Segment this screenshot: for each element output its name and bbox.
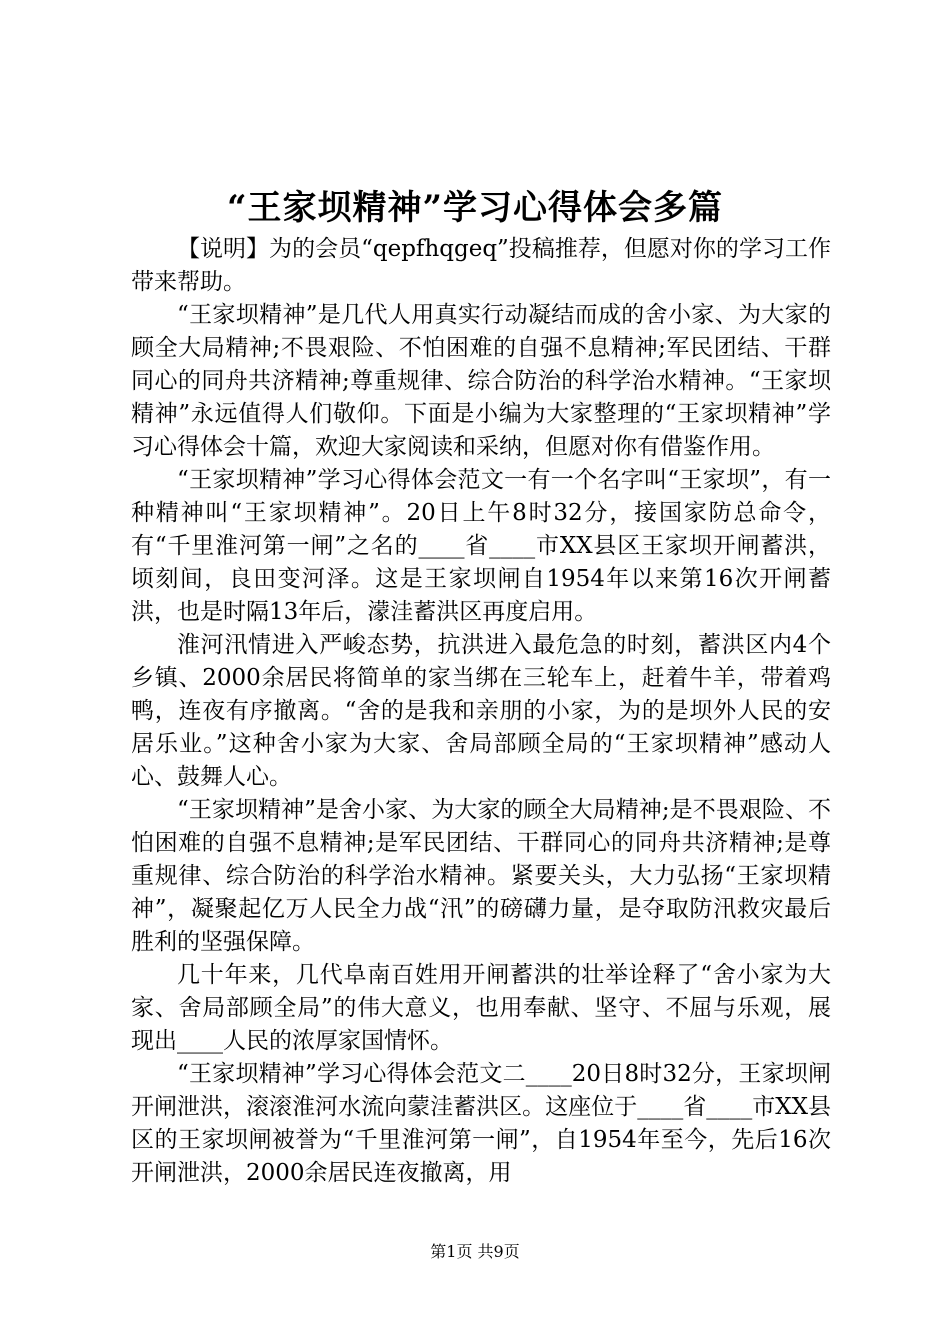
- paragraph-note: 【说明】为的会员“qepfhqgeq”投稿推荐，但愿对你的学习工作带来帮助。: [131, 236, 831, 295]
- paragraph-spirit: “王家坝精神”是舍小家、为大家的顾全大局精神;是不畏艰险、不怕困难的自强不息精神;是军民团结、干群同心的同舟共济精神;是尊重规律、综合防治的科学治水精神。紧要关头，大力弘扬“王家坝精神”，凝聚起亿万人民全力战“汛”的磅礴力量，是夺取防汛救灾最后胜利的坚强保障。: [131, 797, 831, 955]
- paragraph-intro: “王家坝精神”是几代人用真实行动凝结而成的舍小家、为大家的顾全大局精神;不畏艰险、不怕困难的自强不息精神;军民团结、干群同心的同舟共济精神;尊重规律、综合防治的科学治水精神。“王家坝精神”永远值得人们敬仰。下面是小编为大家整理的“王家坝精神”学习心得体会十篇，欢迎大家阅读和采纳，但愿对你有借鉴作用。: [131, 302, 831, 460]
- paragraph-essay-two: “王家坝精神”学习心得体会范文二____20日8时32分，王家坝闸开闸泄洪，滚滚淮河水流向蒙洼蓄洪区。这座位于____省____市XX县区的王家坝闸被誉为“千里淮河第一闸”，自1954年至今，先后16次开闸泄洪，2000余居民连夜撤离，用: [131, 1061, 831, 1186]
- paragraph-evacuation: 淮河汛情进入严峻态势，抗洪进入最危急的时刻，蓄洪区内4个乡镇、2000余居民将简单的家当绑在三轮车上，赶着牛羊，带着鸡鸭，连夜有序撤离。“舍的是我和亲朋的小家，为的是坝外人民的安居乐业。”这种舍小家为大家、舍局部顾全局的“王家坝精神”感动人心、鼓舞人心。: [131, 632, 831, 790]
- page-footer: 第1页 共9页: [430, 1242, 520, 1261]
- page-title: “王家坝精神”学习心得体会多篇: [226, 188, 724, 228]
- document-body: [131, 233, 831, 1190]
- paragraph-decades: 几十年来，几代阜南百姓用开闸蓄洪的壮举诠释了“舍小家为大家、舍局部顾全局”的伟大意义，也用奉献、坚守、不屈与乐观，展现出____人民的浓厚家国情怀。: [131, 962, 831, 1054]
- paragraph-essay-one: “王家坝精神”学习心得体会范文一有一个名字叫“王家坝”，有一种精神叫“王家坝精神”。20日上午8时32分，接国家防总命令，有“千里淮河第一闸”之名的____省____市XX县区王家坝开闸蓄洪，顷刻间，良田变河泽。这是王家坝闸自1954年以来第16次开闸蓄洪，也是时隔13年后，濛洼蓄洪区再度启用。: [131, 467, 831, 625]
